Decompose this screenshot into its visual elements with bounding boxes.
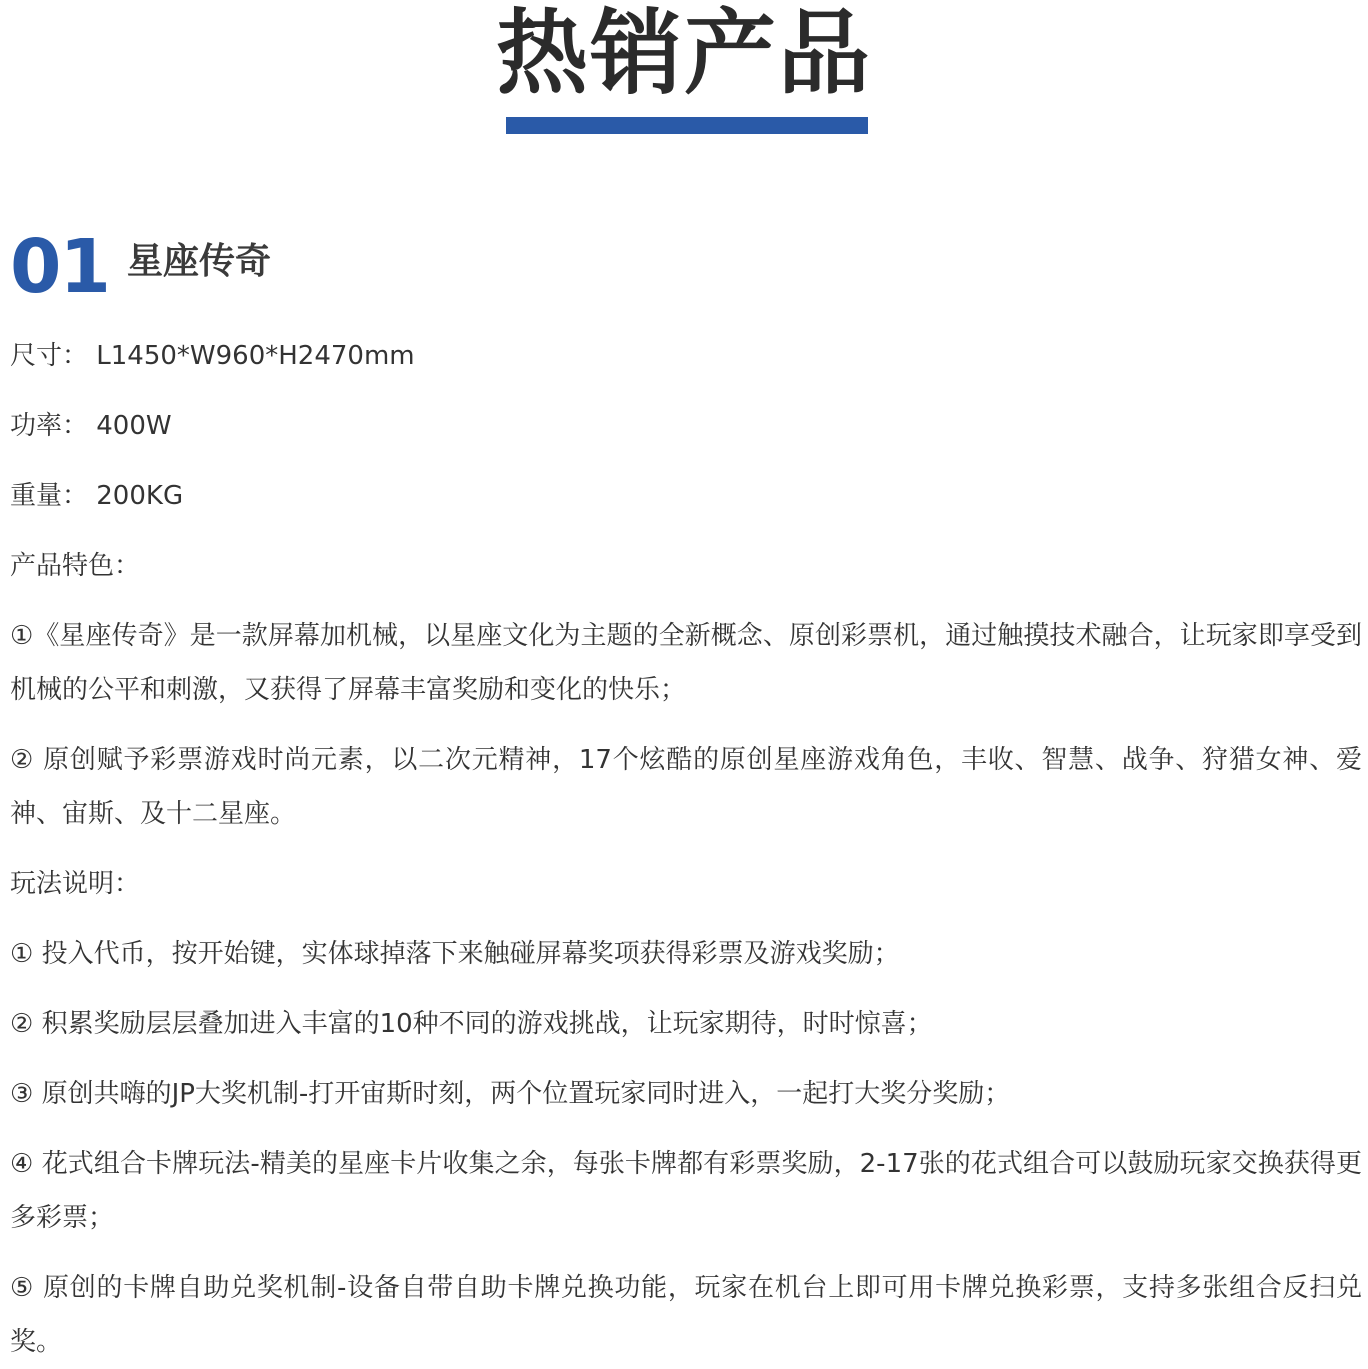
gameplay-item-1: ① 投入代币，按开始键，实体球掉落下来触碰屏幕奖项获得彩票及游戏奖励； xyxy=(10,939,900,969)
spec-size: 尺寸： L1450*W960*H2470mm xyxy=(10,341,415,371)
title-underline xyxy=(506,117,868,134)
gameplay-item-4: ④ 花式组合卡牌玩法-精美的星座卡片收集之余，每张卡牌都有彩票奖励，2-17张的花式组合可以鼓励玩家交换获得更多彩票； xyxy=(10,1149,1362,1233)
product-heading xyxy=(10,222,271,312)
gameplay-item-5: ⑤ 原创的卡牌自助兑奖机制-设备自带自助卡牌兑换功能，玩家在机台上即可用卡牌兑换彩票，支持多张组合反扫兑奖。 xyxy=(10,1273,1362,1357)
feature-item-2: ② 原创赋予彩票游戏时尚元素，以二次元精神，17个炫酷的原创星座游戏角色，丰收、智慧、战争、狩猎女神、爱神、宙斯、及十二星座。 xyxy=(10,745,1362,829)
gameplay-item-3: ③ 原创共嗨的JP大奖机制-打开宙斯时刻，两个位置玩家同时进入，一起打大奖分奖励； xyxy=(10,1079,1011,1109)
gameplay-heading: 玩法说明： xyxy=(10,869,141,899)
page-header xyxy=(0,0,1368,140)
gameplay-item-2: ② 积累奖励层层叠加进入丰富的10种不同的游戏挑战，让玩家期待，时时惊喜； xyxy=(10,1009,933,1039)
feature-item-1: ①《星座传奇》是一款屏幕加机械，以星座文化为主题的全新概念、原创彩票机，通过触摸技术融合，让玩家即享受到机械的公平和刺激，又获得了屏幕丰富奖励和变化的快乐； xyxy=(10,621,1362,705)
product-number: 01 xyxy=(10,224,109,310)
spec-power: 功率： 400W xyxy=(10,411,172,441)
page-title: 热销产品 xyxy=(495,0,872,107)
product-name: 星座传奇 xyxy=(126,241,271,282)
features-heading: 产品特色： xyxy=(10,551,141,581)
spec-weight: 重量： 200KG xyxy=(10,481,184,511)
